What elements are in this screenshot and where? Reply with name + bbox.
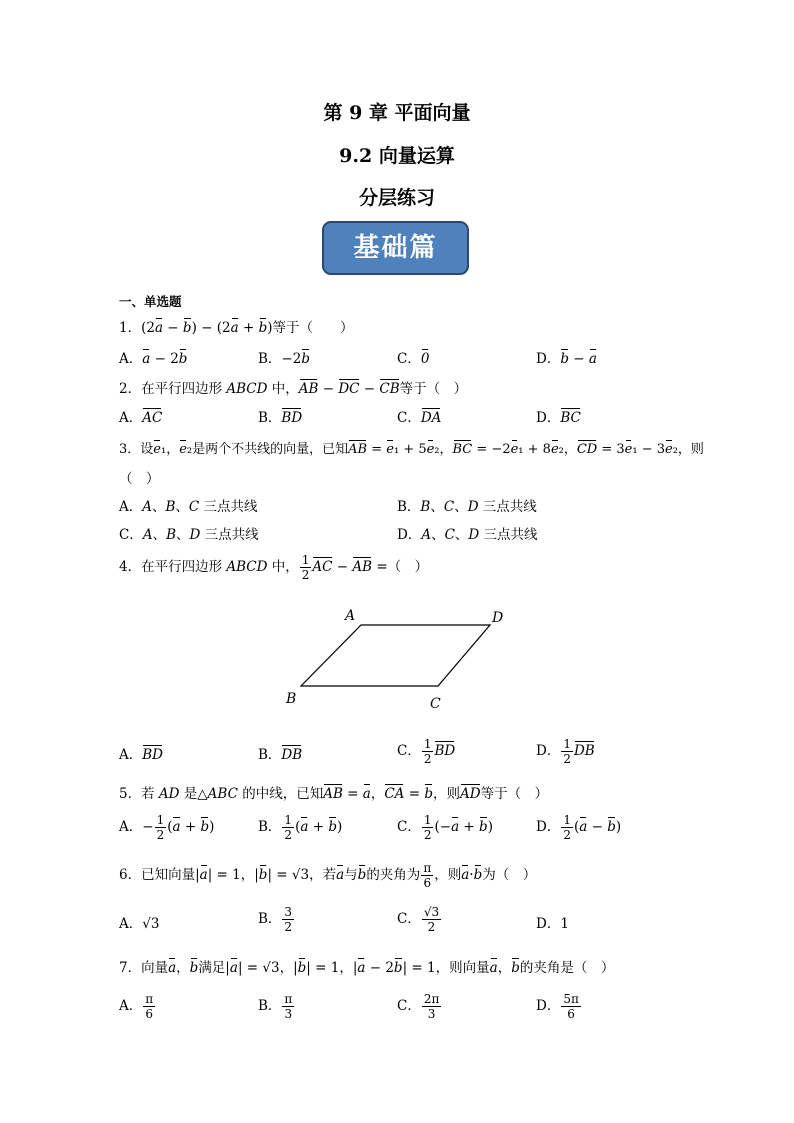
q6-option-a[interactable]: A．√3 — [119, 916, 160, 932]
q1-option-c[interactable]: C．0 — [397, 351, 430, 367]
q7-option-d[interactable]: D． $\frac{5\pi}{6}$ — [536, 992, 579, 1021]
q5-option-a[interactable]: A．− $\frac{1}{2}$ (a + b) — [119, 813, 215, 842]
question-3: 3．设e₁，e₂是两个不共线的向量，已知AB = e₁ + 5e₂，BC = −2e₁ + 8e₂，CD = 3e₁ − 3e₂，则 — [119, 442, 704, 457]
q7-option-a[interactable]: A． $\frac{\pi}{6}$ — [119, 992, 154, 1021]
question-2: 2．在平行四边形 ABCD 中，AB − DC − CB等于（ ） — [119, 381, 468, 397]
part-heading: 一、单选题 — [119, 294, 182, 309]
question-4: 4．在平行四边形 ABCD 中， $\frac{1}{2}$ AC − AB =（ ） — [119, 553, 429, 582]
q5-option-b[interactable]: B． $\frac{1}{2}$ (a + b) — [258, 813, 343, 842]
question-7: 7．向量a，b满足|a| = √3，|b| = 1，|a − 2b| = 1，则向量a，b的夹角是（ ） — [119, 960, 615, 976]
q1-option-a[interactable]: A．a − 2b — [119, 351, 188, 367]
q4-option-a[interactable]: A．BD — [119, 747, 163, 763]
q4-option-d[interactable]: D． $\frac{1}{2}$ DB — [536, 737, 595, 766]
q6-option-d[interactable]: D．1 — [536, 916, 569, 932]
parallelogram-figure — [280, 600, 520, 718]
question-6: 6．已知向量|a| = 1，|b| = √3，若a与b的夹角为 $\frac{\pi}{6}$ ，则a·b为（ ） — [119, 861, 537, 890]
q6-option-c[interactable]: C． $\frac{√3}{2}$ — [397, 905, 440, 934]
q3-option-d[interactable]: D．A、C、D 三点共线 — [397, 527, 538, 543]
section-title: 9.2 向量运算 — [339, 145, 455, 167]
q3-option-c[interactable]: C．A、B、D 三点共线 — [119, 527, 259, 543]
page-subtitle: 分层练习 — [358, 187, 435, 209]
level-banner: 基础篇 — [322, 221, 469, 275]
q7-option-c[interactable]: C． $\frac{2\pi}{3}$ — [397, 992, 440, 1021]
q7-option-b[interactable]: B． $\frac{\pi}{3}$ — [258, 992, 293, 1021]
q1-option-b[interactable]: B．−2b — [258, 351, 310, 367]
q4-option-c[interactable]: C． $\frac{1}{2}$ BD — [397, 737, 456, 766]
q2-option-b[interactable]: B．BD — [258, 410, 303, 426]
q3-option-a[interactable]: A．A、B、C 三点共线 — [119, 499, 258, 515]
vertex-c-label: C — [430, 696, 441, 712]
q6-option-b[interactable]: B． $\frac{3}{2}$ — [258, 905, 293, 934]
vertex-b-label: B — [286, 691, 297, 707]
q5-option-d[interactable]: D． $\frac{1}{2}$ (a − b) — [536, 813, 622, 842]
parallelogram-shape — [301, 625, 490, 686]
question-3-cont: （ ） — [119, 471, 160, 487]
q5-option-c[interactable]: C． $\frac{1}{2}$ (−a + b) — [397, 813, 493, 842]
question-1: 1．(2a − b) − (2a + b)等于（ ） — [119, 320, 354, 336]
chapter-title: 第 9 章 平面向量 — [323, 102, 471, 124]
q1-option-d[interactable]: D．b − a — [536, 351, 597, 367]
q4-option-b[interactable]: B．DB — [258, 747, 303, 763]
q2-option-c[interactable]: C．DA — [397, 410, 442, 426]
vertex-d-label: D — [492, 610, 504, 626]
q2-option-a[interactable]: A．AC — [119, 410, 163, 426]
q3-option-b[interactable]: B．B、C、D 三点共线 — [397, 499, 537, 515]
q2-option-d[interactable]: D．BC — [536, 410, 581, 426]
question-5: 5．若 AD 是△ABC 的中线，已知AB = a，CA = b，则AD等于（ ） — [119, 786, 549, 802]
vertex-a-label: A — [345, 608, 356, 624]
